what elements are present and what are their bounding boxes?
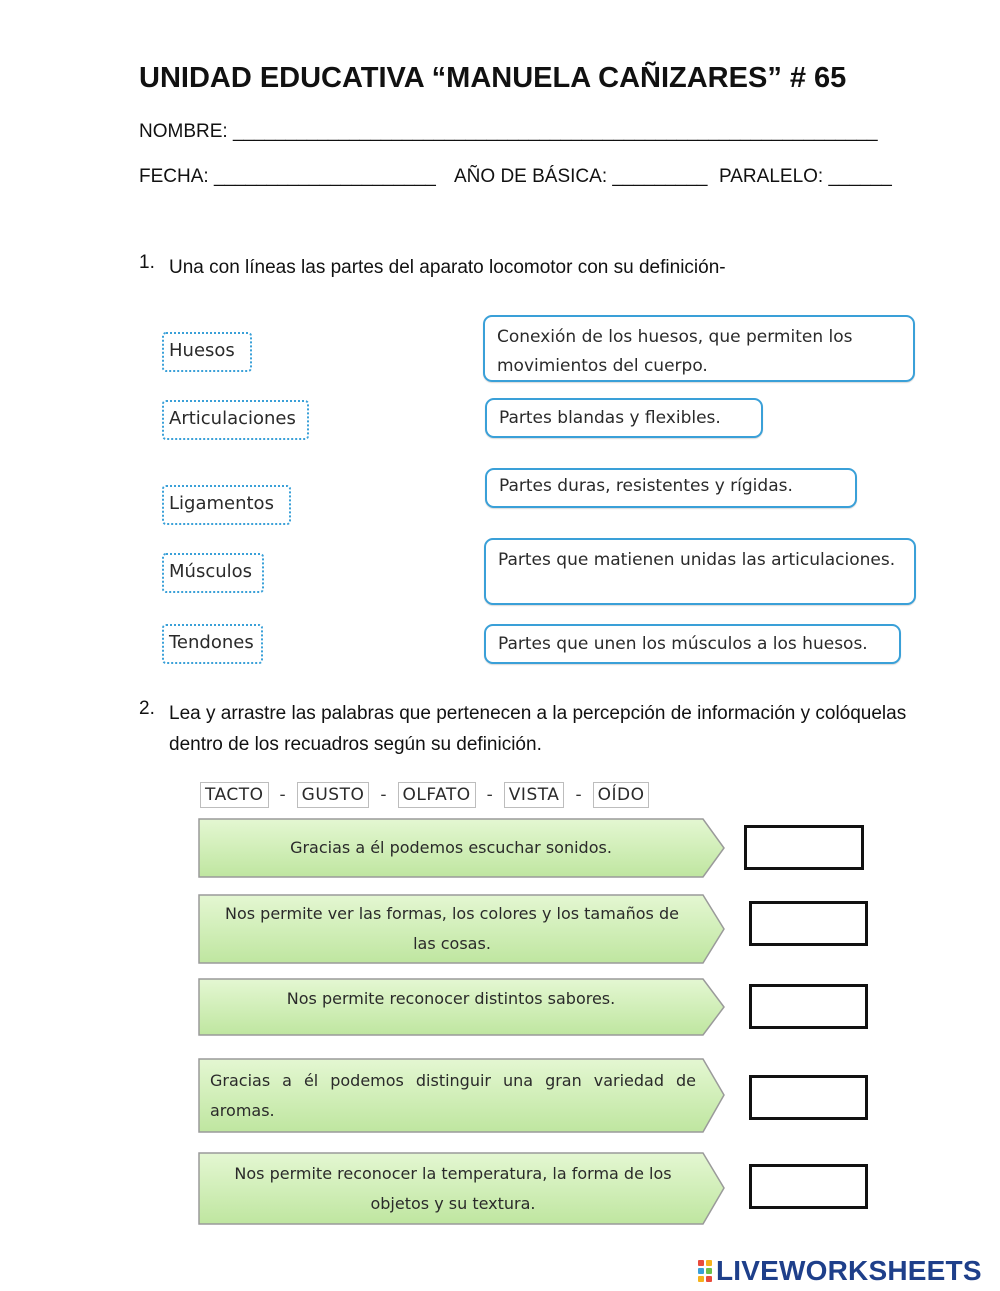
word-separator: - bbox=[380, 785, 387, 805]
term-musculos[interactable]: Músculos bbox=[162, 553, 264, 593]
term-huesos[interactable]: Huesos bbox=[162, 332, 252, 372]
nombre-line: NOMBRE: _____________________________________________________________ bbox=[139, 121, 878, 142]
answer-box-4[interactable] bbox=[749, 1075, 868, 1120]
page-title: UNIDAD EDUCATIVA “MANUELA CAÑIZARES” # 65 bbox=[139, 62, 847, 94]
answer-box-2[interactable] bbox=[749, 901, 868, 946]
fecha-line: FECHA: _____________________ bbox=[139, 166, 436, 187]
word-vista[interactable]: VISTA bbox=[504, 782, 565, 808]
sense-item-3-text: Nos permite reconocer distintos sabores. bbox=[286, 989, 616, 1008]
question-2-number: 2. bbox=[139, 698, 155, 719]
answer-box-1[interactable] bbox=[744, 825, 864, 870]
sense-item-2-text: Nos permite ver las formas, los colores y los tamaños de las cosas. bbox=[225, 904, 679, 953]
liveworksheets-logo bbox=[697, 1255, 982, 1287]
word-gusto[interactable]: GUSTO bbox=[297, 782, 370, 808]
definition-1[interactable]: Conexión de los huesos, que permiten los movimientos del cuerpo. bbox=[483, 315, 915, 382]
word-bank bbox=[200, 780, 649, 810]
sense-item-5 bbox=[198, 1152, 726, 1225]
word-oido[interactable]: OÍDO bbox=[593, 782, 650, 808]
term-tendones[interactable]: Tendones bbox=[162, 624, 263, 664]
sense-item-1 bbox=[198, 818, 726, 878]
sense-item-3 bbox=[198, 978, 726, 1036]
question-2 bbox=[139, 698, 939, 762]
definition-3[interactable]: Partes duras, resistentes y rígidas. bbox=[485, 468, 857, 508]
word-olfato[interactable]: OLFATO bbox=[398, 782, 476, 808]
question-1-text: Una con líneas las partes del aparato locomotor con su definición- bbox=[169, 257, 726, 278]
sense-item-1-text: Gracias a él podemos escuchar sonidos. bbox=[290, 838, 612, 857]
definition-5[interactable]: Partes que unen los músculos a los huesos. bbox=[484, 624, 901, 664]
word-separator: - bbox=[575, 785, 582, 805]
word-separator: - bbox=[279, 785, 286, 805]
sense-item-5-text: Nos permite reconocer la temperatura, la forma de los objetos y su textura. bbox=[234, 1163, 672, 1213]
term-articulaciones[interactable]: Articulaciones bbox=[162, 400, 309, 440]
anio-line: AÑO DE BÁSICA: _________ bbox=[454, 166, 708, 187]
question-2-text: Lea y arrastre las palabras que pertenecen a la percepción de información y colóquelas dentro de los recuadros según su definición. bbox=[169, 703, 907, 755]
definition-2[interactable]: Partes blandas y flexibles. bbox=[485, 398, 763, 438]
question-1 bbox=[139, 252, 939, 284]
paralelo-line: PARALELO: ______ bbox=[719, 166, 892, 187]
question-1-number: 1. bbox=[139, 252, 155, 273]
term-ligamentos[interactable]: Ligamentos bbox=[162, 485, 291, 525]
sense-item-4 bbox=[198, 1058, 726, 1133]
word-separator: - bbox=[486, 785, 493, 805]
answer-box-3[interactable] bbox=[749, 984, 868, 1029]
definition-4[interactable]: Partes que matienen unidas las articulaciones. bbox=[484, 538, 916, 605]
answer-box-5[interactable] bbox=[749, 1164, 868, 1209]
sense-item-2 bbox=[198, 894, 726, 964]
logo-tiles-icon bbox=[697, 1259, 713, 1283]
word-tacto[interactable]: TACTO bbox=[200, 782, 269, 808]
sense-item-4-text: Gracias a él podemos distinguir una gran variedad de aromas. bbox=[210, 1070, 696, 1120]
logo-text: LIVEWORKSHEETS bbox=[716, 1255, 982, 1286]
